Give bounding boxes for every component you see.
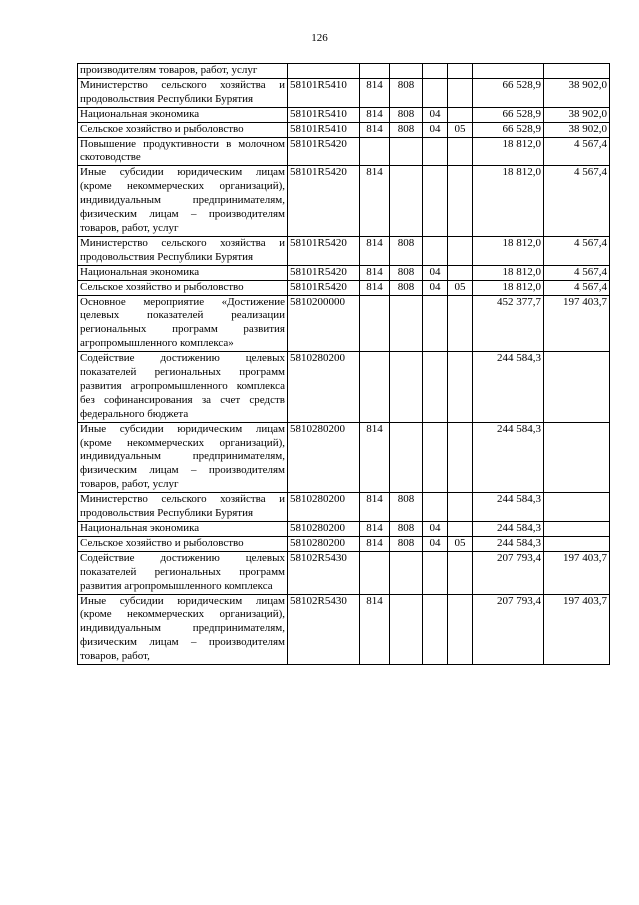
- amount-total-cell: 18 812,0: [473, 280, 544, 295]
- section-code-cell: 808: [390, 265, 423, 280]
- expense-type-cell: [448, 137, 473, 166]
- amount-federal-cell: 197 403,7: [544, 594, 610, 665]
- amount-total-cell: 18 812,0: [473, 265, 544, 280]
- amount-federal-cell: 4 567,4: [544, 280, 610, 295]
- ministry-code-cell: 814: [360, 522, 390, 537]
- expense-type-cell: [448, 265, 473, 280]
- subsection-code-cell: 04: [423, 107, 448, 122]
- amount-federal-cell: [544, 352, 610, 423]
- ministry-code-cell: 814: [360, 107, 390, 122]
- table-row: [78, 265, 610, 280]
- amount-total-cell: 66 528,9: [473, 122, 544, 137]
- ministry-code-cell: [360, 295, 390, 352]
- expense-type-cell: [448, 522, 473, 537]
- ministry-code-cell: [360, 64, 390, 79]
- expense-type-cell: [448, 78, 473, 107]
- amount-total-cell: 207 793,4: [473, 551, 544, 594]
- item-name-cell: Министерство сельского хозяйства и продовольствия Республики Бурятия: [78, 493, 288, 522]
- amount-total-cell: 244 584,3: [473, 352, 544, 423]
- amount-federal-cell: [544, 536, 610, 551]
- item-name-cell: Министерство сельского хозяйства и продовольствия Республики Бурятия: [78, 236, 288, 265]
- ministry-code-cell: [360, 551, 390, 594]
- item-name-cell: Сельское хозяйство и рыболовство: [78, 122, 288, 137]
- amount-federal-cell: [544, 422, 610, 493]
- target-code-cell: 5810280200: [288, 352, 360, 423]
- section-code-cell: 808: [390, 122, 423, 137]
- section-code-cell: 808: [390, 493, 423, 522]
- table-row: [78, 536, 610, 551]
- expense-type-cell: [448, 166, 473, 237]
- target-code-cell: 5810280200: [288, 536, 360, 551]
- expense-type-cell: 05: [448, 280, 473, 295]
- table-row: [78, 137, 610, 166]
- expense-type-cell: [448, 422, 473, 493]
- target-code-cell: [288, 64, 360, 79]
- item-name-cell: Содействие достижению целевых показателей региональных программ развития агропромышленного комплекса без софинансирования за счет средств федерального бюджета: [78, 352, 288, 423]
- ministry-code-cell: 814: [360, 122, 390, 137]
- section-code-cell: [390, 137, 423, 166]
- ministry-code-cell: 814: [360, 280, 390, 295]
- amount-federal-cell: 197 403,7: [544, 551, 610, 594]
- amount-total-cell: 244 584,3: [473, 422, 544, 493]
- expense-type-cell: [448, 551, 473, 594]
- expense-type-cell: 05: [448, 536, 473, 551]
- target-code-cell: 5810280200: [288, 522, 360, 537]
- section-code-cell: [390, 594, 423, 665]
- subsection-code-cell: 04: [423, 522, 448, 537]
- item-name-cell: Иные субсидии юридическим лицам (кроме некоммерческих организаций), индивидуальным предпринимателям, физическим лицам – производителям товаров, работ, услуг: [78, 422, 288, 493]
- section-code-cell: [390, 352, 423, 423]
- section-code-cell: 808: [390, 78, 423, 107]
- subsection-code-cell: [423, 236, 448, 265]
- item-name-cell: производителям товаров, работ, услуг: [78, 64, 288, 79]
- table-row: [78, 594, 610, 665]
- item-name-cell: Сельское хозяйство и рыболовство: [78, 536, 288, 551]
- target-code-cell: 58101R5420: [288, 137, 360, 166]
- subsection-code-cell: 04: [423, 280, 448, 295]
- subsection-code-cell: 04: [423, 536, 448, 551]
- item-name-cell: Национальная экономика: [78, 107, 288, 122]
- amount-federal-cell: 38 902,0: [544, 107, 610, 122]
- table-row: [78, 422, 610, 493]
- section-code-cell: 808: [390, 236, 423, 265]
- subsection-code-cell: [423, 78, 448, 107]
- target-code-cell: 5810280200: [288, 493, 360, 522]
- amount-federal-cell: 4 567,4: [544, 137, 610, 166]
- amount-federal-cell: 197 403,7: [544, 295, 610, 352]
- subsection-code-cell: [423, 352, 448, 423]
- subsection-code-cell: [423, 551, 448, 594]
- section-code-cell: [390, 422, 423, 493]
- ministry-code-cell: 814: [360, 536, 390, 551]
- amount-total-cell: 244 584,3: [473, 522, 544, 537]
- target-code-cell: 58101R5420: [288, 280, 360, 295]
- target-code-cell: 58101R5420: [288, 236, 360, 265]
- ministry-code-cell: 814: [360, 166, 390, 237]
- amount-total-cell: 18 812,0: [473, 236, 544, 265]
- subsection-code-cell: [423, 594, 448, 665]
- table-row: [78, 295, 610, 352]
- expense-type-cell: [448, 295, 473, 352]
- amount-total-cell: 207 793,4: [473, 594, 544, 665]
- amount-federal-cell: 4 567,4: [544, 265, 610, 280]
- item-name-cell: Иные субсидии юридическим лицам (кроме некоммерческих организаций), индивидуальным предпринимателям, физическим лицам – производителям товаров, работ, услуг: [78, 166, 288, 237]
- item-name-cell: Иные субсидии юридическим лицам (кроме некоммерческих организаций), индивидуальным предпринимателям, физическим лицам – производителям товаров, работ,: [78, 594, 288, 665]
- ministry-code-cell: 814: [360, 78, 390, 107]
- amount-total-cell: [473, 64, 544, 79]
- ministry-code-cell: 814: [360, 594, 390, 665]
- expense-type-cell: [448, 64, 473, 79]
- amount-federal-cell: 4 567,4: [544, 166, 610, 237]
- section-code-cell: [390, 295, 423, 352]
- table-row: [78, 166, 610, 237]
- amount-total-cell: 18 812,0: [473, 166, 544, 237]
- expense-type-cell: 05: [448, 122, 473, 137]
- target-code-cell: 58101R5410: [288, 122, 360, 137]
- subsection-code-cell: [423, 64, 448, 79]
- subsection-code-cell: 04: [423, 122, 448, 137]
- amount-total-cell: 452 377,7: [473, 295, 544, 352]
- ministry-code-cell: [360, 137, 390, 166]
- ministry-code-cell: 814: [360, 236, 390, 265]
- table-row: [78, 352, 610, 423]
- amount-federal-cell: [544, 64, 610, 79]
- section-code-cell: 808: [390, 522, 423, 537]
- amount-total-cell: 66 528,9: [473, 107, 544, 122]
- table-row: [78, 122, 610, 137]
- target-code-cell: 58101R5420: [288, 166, 360, 237]
- ministry-code-cell: [360, 352, 390, 423]
- target-code-cell: 58102R5430: [288, 594, 360, 665]
- table-row: [78, 522, 610, 537]
- subsection-code-cell: [423, 422, 448, 493]
- ministry-code-cell: 814: [360, 493, 390, 522]
- section-code-cell: 808: [390, 107, 423, 122]
- expense-type-cell: [448, 594, 473, 665]
- amount-federal-cell: 38 902,0: [544, 122, 610, 137]
- subsection-code-cell: [423, 166, 448, 237]
- amount-federal-cell: 4 567,4: [544, 236, 610, 265]
- target-code-cell: 58101R5410: [288, 78, 360, 107]
- amount-total-cell: 66 528,9: [473, 78, 544, 107]
- amount-federal-cell: 38 902,0: [544, 78, 610, 107]
- item-name-cell: Содействие достижению целевых показателей региональных программ развития агропромышленного комплекса: [78, 551, 288, 594]
- table-row: [78, 280, 610, 295]
- item-name-cell: Национальная экономика: [78, 522, 288, 537]
- target-code-cell: 58101R5410: [288, 107, 360, 122]
- target-code-cell: 5810200000: [288, 295, 360, 352]
- target-code-cell: 58102R5430: [288, 551, 360, 594]
- item-name-cell: Сельское хозяйство и рыболовство: [78, 280, 288, 295]
- table-row: [78, 64, 610, 79]
- table-row: [78, 78, 610, 107]
- section-code-cell: [390, 64, 423, 79]
- ministry-code-cell: 814: [360, 265, 390, 280]
- expense-type-cell: [448, 236, 473, 265]
- ministry-code-cell: 814: [360, 422, 390, 493]
- table-row: [78, 107, 610, 122]
- item-name-cell: Национальная экономика: [78, 265, 288, 280]
- item-name-cell: Повышение продуктивности в молочном скотоводстве: [78, 137, 288, 166]
- amount-total-cell: 244 584,3: [473, 493, 544, 522]
- target-code-cell: 5810280200: [288, 422, 360, 493]
- amount-total-cell: 244 584,3: [473, 536, 544, 551]
- section-code-cell: [390, 551, 423, 594]
- target-code-cell: 58101R5420: [288, 265, 360, 280]
- amount-federal-cell: [544, 493, 610, 522]
- table-row: [78, 493, 610, 522]
- table-row: [78, 236, 610, 265]
- subsection-code-cell: [423, 493, 448, 522]
- expense-type-cell: [448, 493, 473, 522]
- item-name-cell: Основное мероприятие «Достижение целевых показателей реализации региональных программ развития агропромышленного комплекса»: [78, 295, 288, 352]
- subsection-code-cell: [423, 137, 448, 166]
- page-number: 126: [311, 32, 328, 44]
- budget-table: [77, 63, 610, 665]
- subsection-code-cell: [423, 295, 448, 352]
- item-name-cell: Министерство сельского хозяйства и продовольствия Республики Бурятия: [78, 78, 288, 107]
- table-row: [78, 551, 610, 594]
- expense-type-cell: [448, 352, 473, 423]
- subsection-code-cell: 04: [423, 265, 448, 280]
- section-code-cell: [390, 166, 423, 237]
- section-code-cell: 808: [390, 536, 423, 551]
- amount-federal-cell: [544, 522, 610, 537]
- table-body: [78, 64, 610, 665]
- amount-total-cell: 18 812,0: [473, 137, 544, 166]
- section-code-cell: 808: [390, 280, 423, 295]
- expense-type-cell: [448, 107, 473, 122]
